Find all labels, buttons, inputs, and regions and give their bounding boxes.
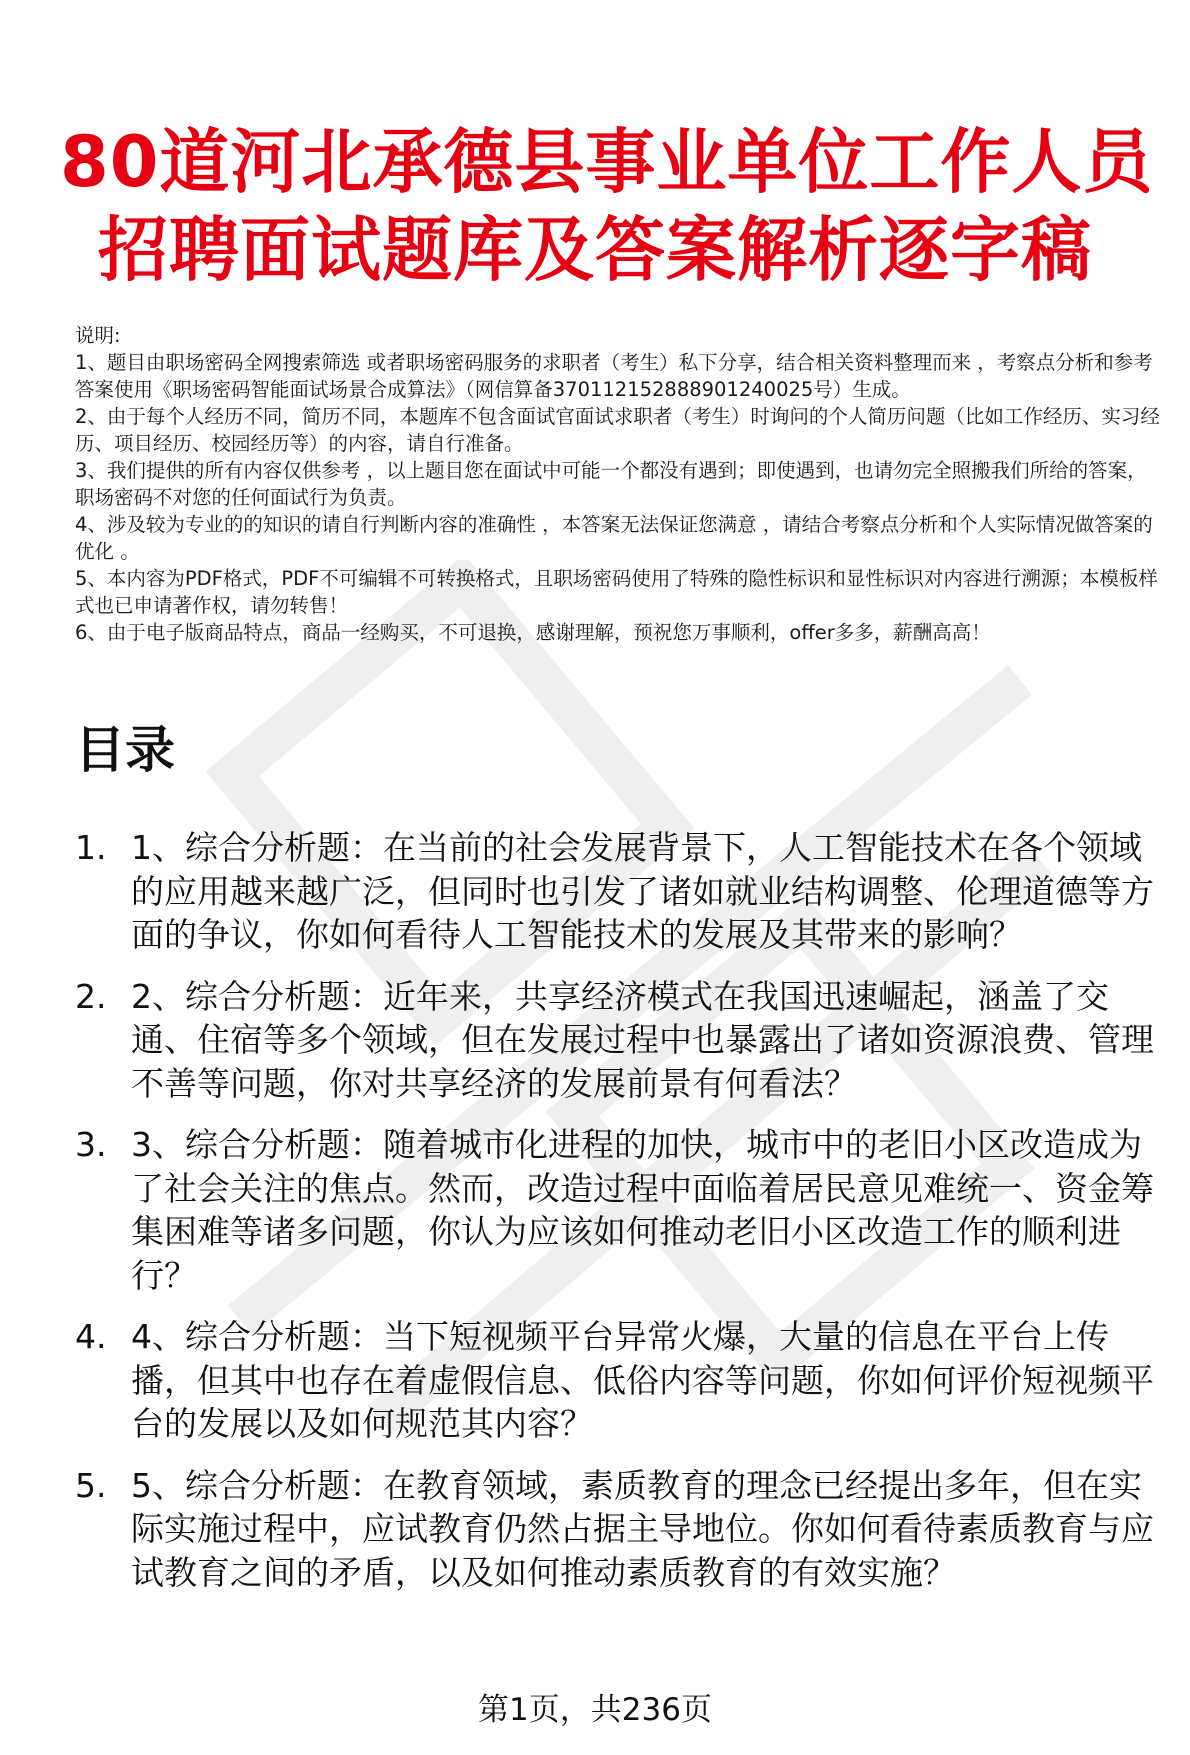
note-item: 6、由于电子版商品特点，商品一经购买，不可退换，感谢理解，预祝您万事顺利，offer多多，薪酬高高！ [75,621,991,644]
toc-item[interactable] [75,1123,1170,1297]
note-item: 5、本内容为PDF格式，PDF不可编辑不可转换格式，且职场密码使用了特殊的隐性标识和显性标识对内容进行溯源；本模板样式也已申请著作权，请勿转售！ [75,567,1158,617]
toc-item-number: 5. [75,1465,107,1505]
toc-item[interactable] [75,1315,1170,1446]
toc-item[interactable] [75,826,1170,957]
note-item: 3、我们提供的所有内容仅供参考 ，以上题目您在面试中可能一个都没有遇到；即使遇到，也请勿完全照搬我们所给的答案，职场密码不对您的任何面试行为负责。 [75,459,1147,509]
title-line-2: 招聘面试题库及答案解析逐字稿 [98,209,1092,291]
page-footer: 第1页，共236页 [478,1692,712,1728]
toc-heading: 目录 [75,721,175,779]
toc-item-text: 5、综合分析题：在教育领域，素质教育的理念已经提出多年，但在实际实施过程中，应试教育仍然占据主导地位。你如何看待素质教育与应试教育之间的矛盾，以及如何推动素质教育的有效实施？ [131,1465,1154,1592]
toc-item-text: 2、综合分析题：近年来，共享经济模式在我国迅速崛起，涵盖了交通、住宿等多个领域，但在发展过程中也暴露出了诸如资源浪费、管理不善等问题，你对共享经济的发展前景有何看法？ [131,976,1154,1103]
toc-item-number: 3. [75,1125,107,1164]
toc-item-number: 4. [75,1317,107,1356]
document-title [60,118,1154,294]
toc-item-number: 2. [75,976,107,1016]
toc-item-text: 1、综合分析题：在当前的社会发展背景下，人工智能技术在各个领域的应用越来越广泛，但同时也引发了诸如就业结构调整、伦理道德等方面的争议，你如何看待人工智能技术的发展及其带来的影响？ [131,828,1154,954]
toc-item-number: 1. [75,828,107,867]
note-item: 4、涉及较为专业的的知识的请自行判断内容的准确性 ，本答案无法保证您满意 ，请结合考察点分析和个人实际情况做答案的优化 。 [75,513,1153,563]
note-item: 1、题目由职场密码全网搜索筛选 或者职场密码服务的求职者（考生）私下分享，结合相关资料整理而来 ，考察点分析和参考答案使用《职场密码智能面试场景合成算法》（网信算备370112152888901240025号）生成。 [75,351,1153,401]
notes-heading: 说明: [75,324,121,347]
toc-list [75,826,1170,1612]
toc-item[interactable] [75,975,1170,1106]
toc-item[interactable] [75,1464,1170,1595]
notes-section [75,322,1160,646]
note-item: 2、由于每个人经历不同，简历不同，本题库不包含面试官面试求职者（考生）时询问的个人简历问题（比如工作经历、实习经历、项目经历、校园经历等）的内容，请自行准备。 [75,405,1160,455]
title-line-1: 80道河北承德县事业单位工作人员 [60,121,1154,203]
toc-item-text: 4、综合分析题：当下短视频平台异常火爆，大量的信息在平台上传播，但其中也存在着虚假信息、低俗内容等问题，你如何评价短视频平台的发展以及如何规范其内容？ [131,1317,1154,1443]
toc-item-text: 3、综合分析题：随着城市化进程的加快，城市中的老旧小区改造成为了社会关注的焦点。然而，改造过程中面临着居民意见难统一、资金筹集困难等诸多问题，你认为应该如何推动老旧小区改造工作的顺利进行？ [131,1125,1154,1295]
